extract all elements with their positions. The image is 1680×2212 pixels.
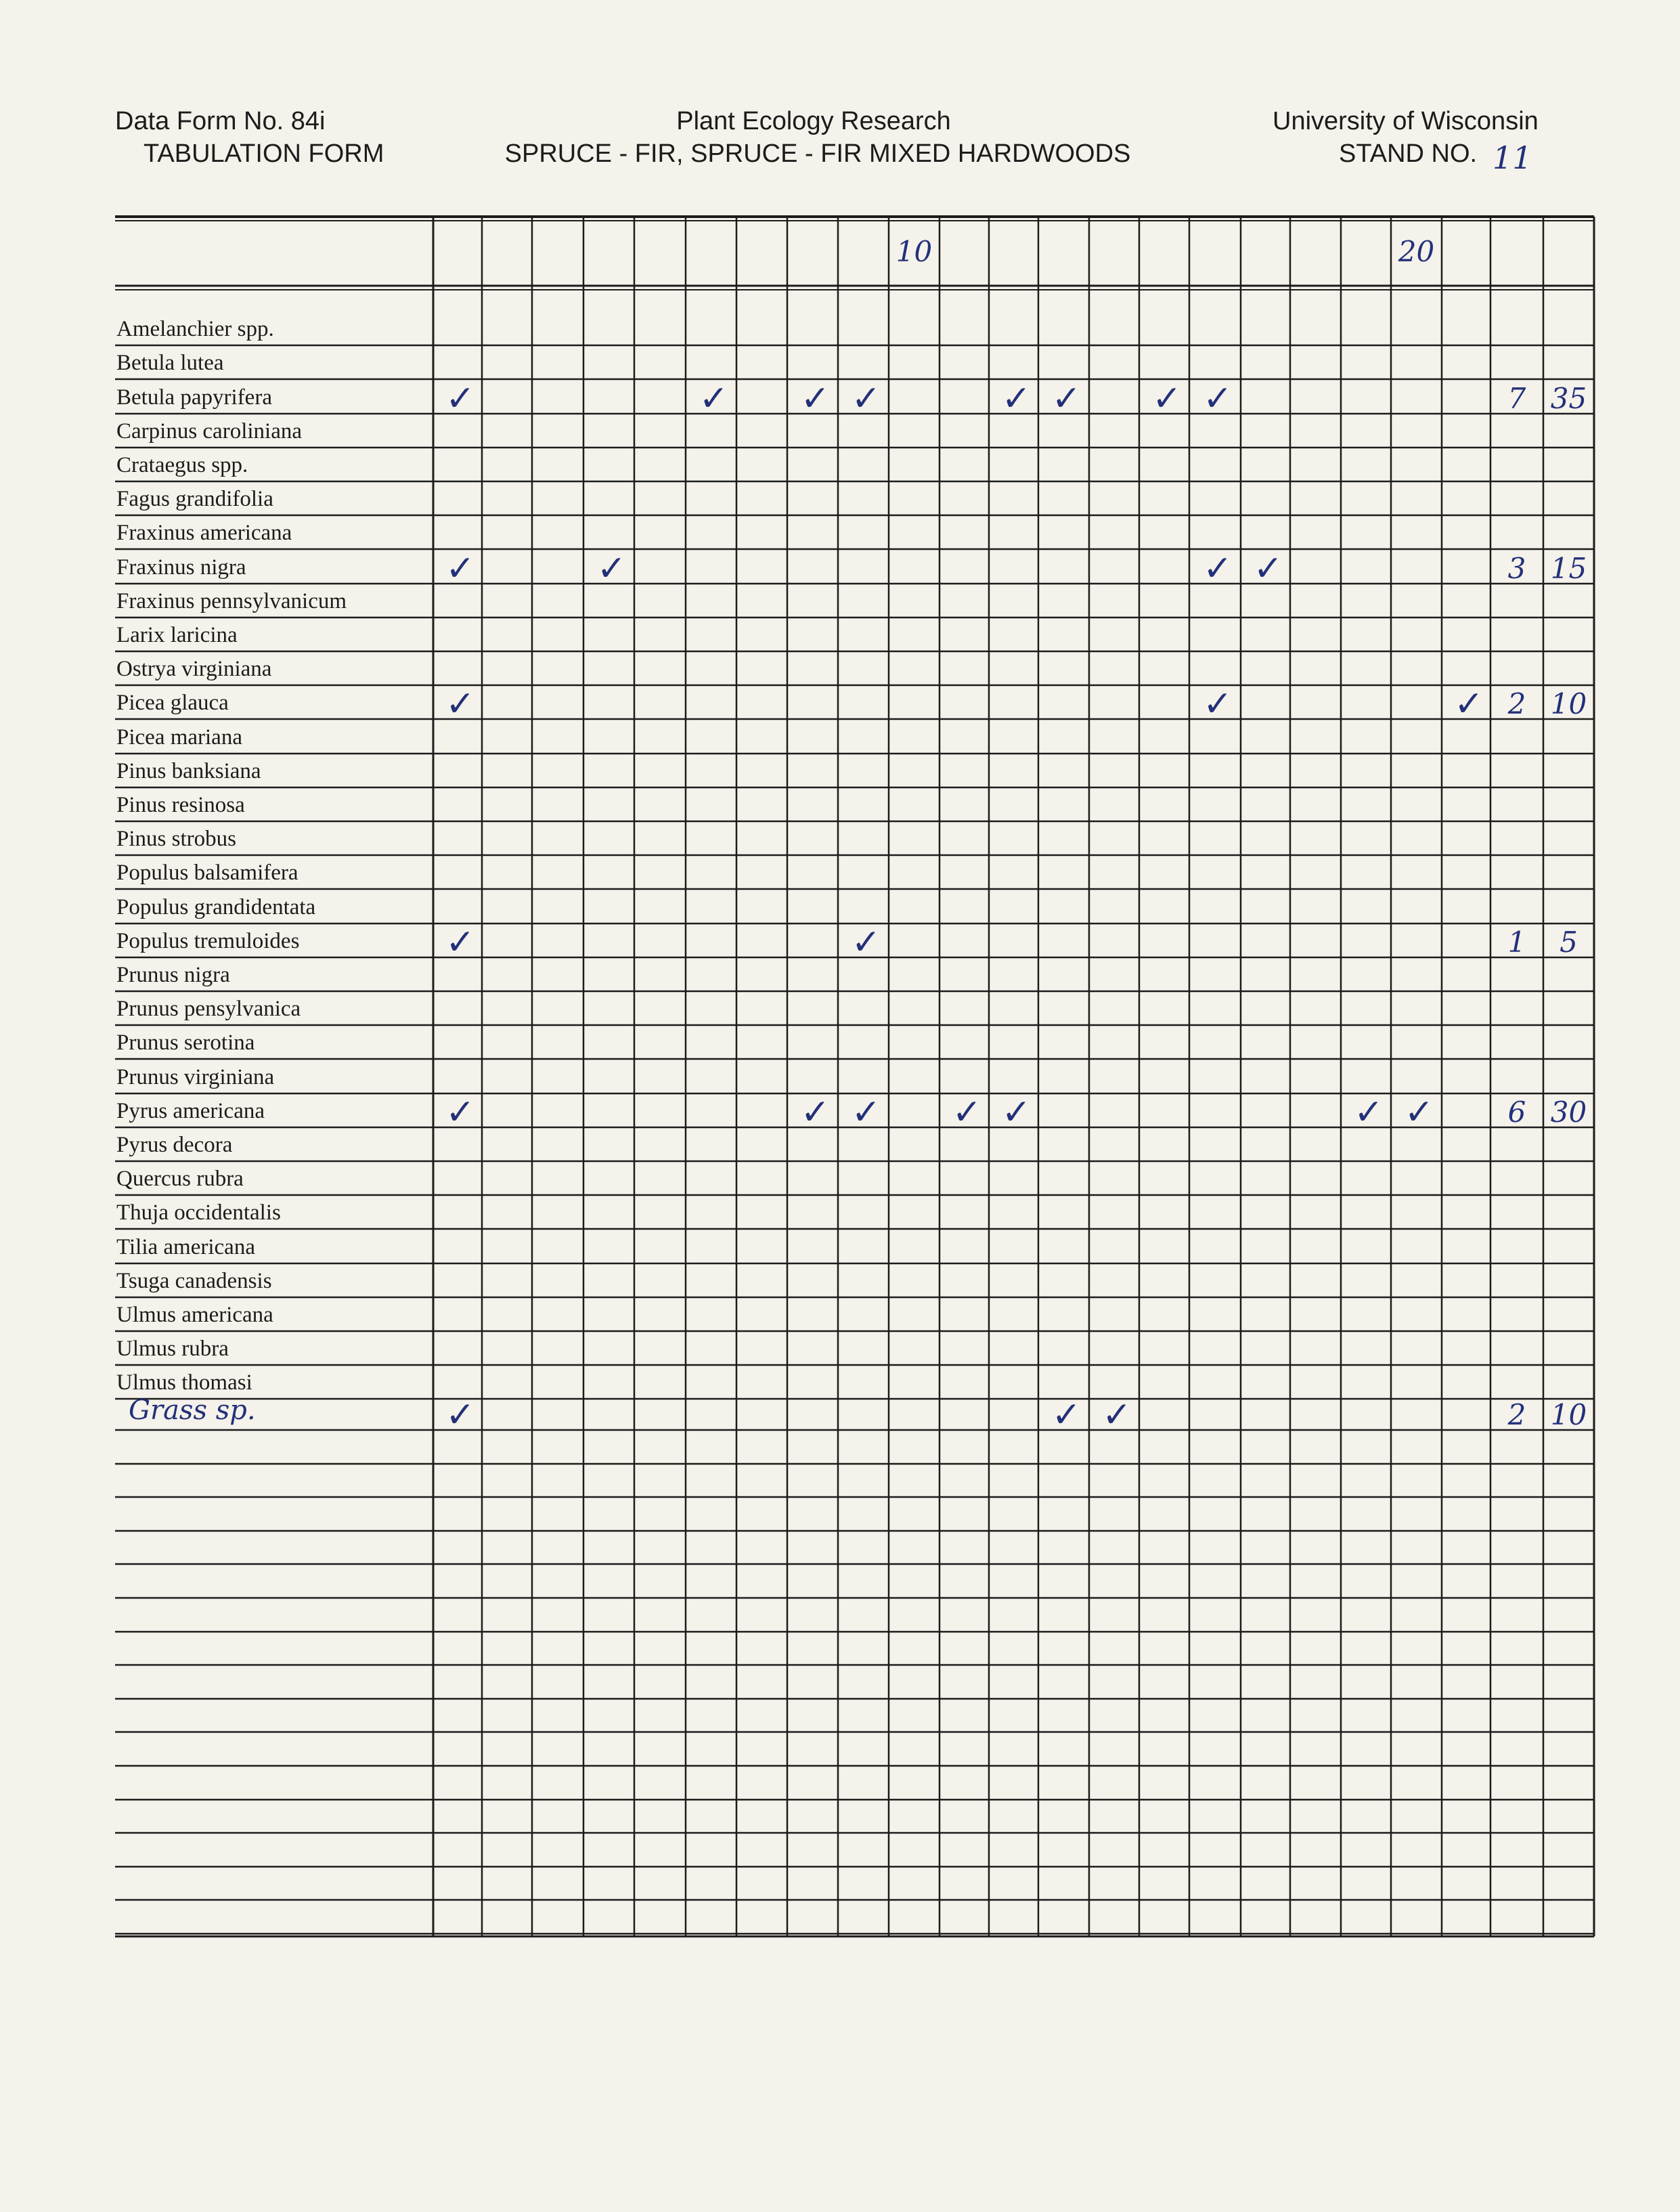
- species-name: Prunus serotina: [116, 1031, 255, 1055]
- species-name: Thuja occidentalis: [116, 1200, 281, 1225]
- check-mark: ✓: [851, 1092, 881, 1133]
- species-name: Pinus resinosa: [116, 793, 245, 817]
- frequency-percent: 10: [1550, 1398, 1587, 1431]
- frequency-count: 2: [1507, 687, 1526, 720]
- check-mark: ✓: [1354, 1092, 1384, 1133]
- species-name: Populus balsamifera: [116, 861, 299, 885]
- check-mark: ✓: [800, 1092, 831, 1133]
- org-title: Plant Ecology Research: [676, 107, 951, 135]
- frequency-percent: 15: [1550, 552, 1587, 585]
- form-subtitle: SPRUCE - FIR, SPRUCE - FIR MIXED HARDWOODS: [504, 139, 1131, 168]
- species-name: Ulmus americana: [116, 1303, 273, 1327]
- species-name: Betula lutea: [116, 351, 224, 375]
- check-mark: ✓: [952, 1092, 982, 1133]
- frequency-count: 7: [1507, 382, 1526, 415]
- column-number-mark: 10: [896, 235, 933, 268]
- check-mark: ✓: [1051, 1395, 1082, 1435]
- check-mark: ✓: [1454, 684, 1484, 724]
- check-mark: ✓: [445, 684, 475, 724]
- species-name: Ulmus thomasi: [116, 1370, 252, 1395]
- check-mark: ✓: [1203, 548, 1233, 589]
- species-name: Populus grandidentata: [116, 895, 316, 919]
- check-mark: ✓: [445, 1092, 475, 1133]
- check-mark: ✓: [1253, 548, 1283, 589]
- check-mark: ✓: [851, 922, 881, 963]
- frequency-count: 2: [1507, 1398, 1526, 1431]
- species-name: Ostrya virginiana: [116, 657, 272, 681]
- stand-label: STAND NO.: [1339, 139, 1478, 168]
- species-name: Betula papyrifera: [116, 385, 272, 410]
- species-name: Fraxinus americana: [116, 521, 292, 545]
- species-name: Picea glauca: [116, 691, 229, 715]
- check-mark: ✓: [851, 378, 881, 419]
- species-name: Fagus grandifolia: [116, 487, 273, 511]
- column-number-mark: 20: [1398, 235, 1435, 268]
- frequency-percent: 5: [1560, 926, 1578, 959]
- frequency-percent: 35: [1550, 382, 1587, 415]
- species-name: Amelanchier spp.: [116, 317, 274, 341]
- species-name: Pinus banksiana: [116, 759, 261, 783]
- frequency-count: 6: [1507, 1096, 1526, 1129]
- check-mark: ✓: [596, 548, 627, 589]
- species-name: Crataegus spp.: [116, 453, 248, 477]
- species-name: Tilia americana: [116, 1235, 255, 1259]
- species-name: Quercus rubra: [116, 1167, 244, 1191]
- form-name: TABULATION FORM: [143, 139, 384, 168]
- stand-number-handwritten: 11: [1493, 139, 1532, 176]
- university-name: University of Wisconsin: [1273, 107, 1539, 135]
- species-name: Picea mariana: [116, 725, 242, 750]
- species-name: Pyrus decora: [116, 1133, 233, 1157]
- species-name: Larix laricina: [116, 623, 238, 647]
- check-mark: ✓: [445, 378, 475, 419]
- frequency-count: 1: [1507, 926, 1526, 959]
- species-name-handwritten: Grass sp.: [129, 1395, 256, 1426]
- species-name: Prunus pensylvanica: [116, 997, 301, 1021]
- species-name: Prunus nigra: [116, 963, 230, 987]
- species-name: Fraxinus nigra: [116, 555, 246, 580]
- species-name: Ulmus rubra: [116, 1337, 229, 1361]
- check-mark: ✓: [1001, 1092, 1032, 1133]
- check-mark: ✓: [1404, 1092, 1434, 1133]
- frequency-percent: 30: [1550, 1096, 1587, 1129]
- check-mark: ✓: [1001, 378, 1032, 419]
- species-name: Populus tremuloides: [116, 929, 300, 953]
- check-mark: ✓: [445, 922, 475, 963]
- species-name: Pyrus americana: [116, 1099, 265, 1123]
- species-name: Tsuga canadensis: [116, 1269, 272, 1293]
- check-mark: ✓: [1203, 684, 1233, 724]
- check-mark: ✓: [1051, 378, 1082, 419]
- species-name: Prunus virginiana: [116, 1065, 275, 1089]
- check-mark: ✓: [1102, 1395, 1132, 1435]
- species-name: Pinus strobus: [116, 827, 236, 851]
- species-name: Carpinus caroliniana: [116, 419, 302, 443]
- form-number: Data Form No. 84i: [115, 107, 326, 135]
- check-mark: ✓: [445, 1395, 475, 1435]
- species-name: Fraxinus pennsylvanicum: [116, 589, 347, 613]
- check-mark: ✓: [800, 378, 831, 419]
- check-mark: ✓: [1203, 378, 1233, 419]
- check-mark: ✓: [699, 378, 729, 419]
- frequency-count: 3: [1507, 552, 1526, 585]
- frequency-percent: 10: [1550, 687, 1587, 720]
- check-mark: ✓: [445, 548, 475, 589]
- check-mark: ✓: [1152, 378, 1182, 419]
